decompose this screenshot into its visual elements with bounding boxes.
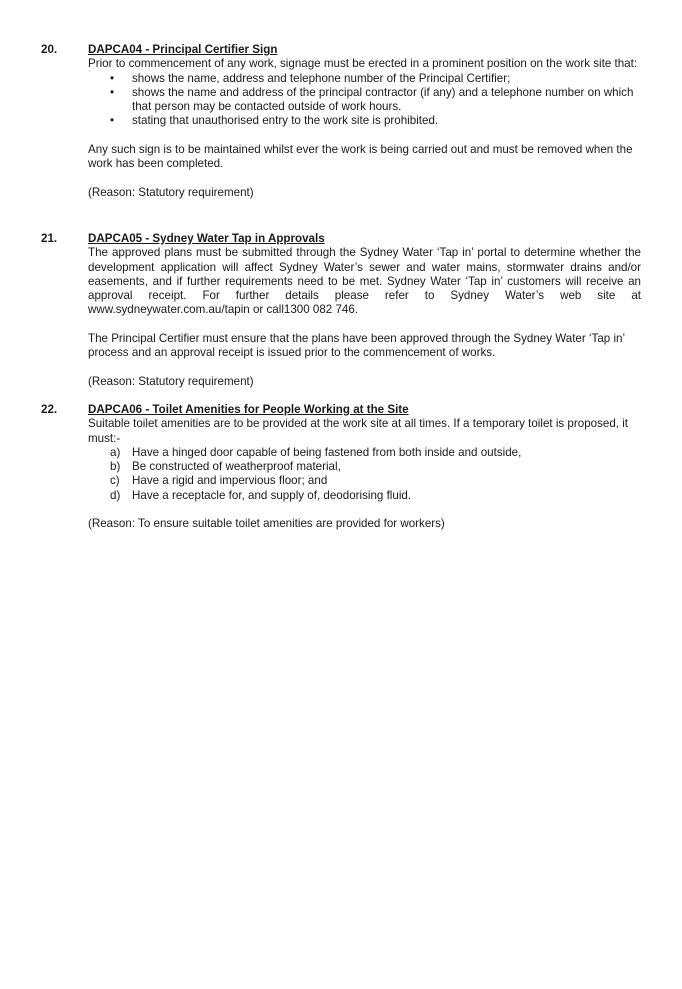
condition-number: 22. xyxy=(41,403,58,416)
list-item-text: Be constructed of weatherproof material, xyxy=(132,460,341,474)
bullet-item: • shows the name, address and telephone number of the Principal Certifier; xyxy=(88,72,641,86)
condition-intro: Prior to commencement of any work, signage must be erected in a prominent position on the work site that: xyxy=(88,57,638,71)
condition-body xyxy=(88,43,641,200)
list-item xyxy=(88,474,641,488)
condition-number: 21. xyxy=(41,232,58,245)
list-marker: b) xyxy=(110,460,121,474)
condition-reason: (Reason: Statutory requirement) xyxy=(88,374,254,388)
list-item-text: Have a hinged door capable of being fastened from both inside and outside, xyxy=(132,445,522,459)
bullet-item: • shows the name and address of the principal contractor (if any) and a telephone number on which that person may be contacted outside of work hours. xyxy=(88,86,641,115)
list-marker: a) xyxy=(110,445,121,459)
condition-title: DAPCA04 - Principal Certifier Sign xyxy=(88,43,278,56)
list-marker: c) xyxy=(110,474,120,488)
list-item-text: Have a receptacle for, and supply of, deodorising fluid. xyxy=(132,488,412,502)
condition-body xyxy=(88,232,641,389)
condition-body xyxy=(88,403,641,532)
bullet-list xyxy=(88,72,641,129)
condition-paragraph: The approved plans must be submitted through the Sydney Water ‘Tap in’ portal to determine whether the development application will affect Sydney Water’s sewer and water mains, stormwater drains and/or easements, and if further requirements need to be met. Sydney Water ‘Tap in’ customers will receive an approval receipt. For further details please refer to Sydney Water’s web site at www.sydneywater.com.au/tapin or call1300 082 746. xyxy=(88,246,641,317)
list-item xyxy=(88,446,641,460)
list-marker: d) xyxy=(110,488,121,502)
lettered-list xyxy=(88,446,641,503)
condition-paragraph: Any such sign is to be maintained whilst ever the work is being carried out and must be removed when the work has been completed. xyxy=(88,143,633,171)
condition-number: 20. xyxy=(41,43,58,56)
condition-paragraph: The Principal Certifier must ensure that the plans have been approved through the Sydney Water ‘Tap in’ process and an approval receipt is issued prior to the commencement of works. xyxy=(88,332,625,360)
condition-title: DAPCA05 - Sydney Water Tap in Approvals xyxy=(88,232,325,245)
condition-reason: (Reason: To ensure suitable toilet amenities are provided for workers) xyxy=(88,517,445,531)
condition-title: DAPCA06 - Toilet Amenities for People Working at the Site xyxy=(88,403,409,416)
list-item xyxy=(88,489,641,503)
condition-intro: Suitable toilet amenities are to be provided at the work site at all times. If a temporary toilet is proposed, it must:- xyxy=(88,417,629,445)
list-item-text: Have a rigid and impervious floor; and xyxy=(132,474,328,488)
condition-reason: (Reason: Statutory requirement) xyxy=(88,185,254,199)
list-item xyxy=(88,460,641,474)
bullet-item: • stating that unauthorised entry to the work site is prohibited. xyxy=(88,114,641,128)
